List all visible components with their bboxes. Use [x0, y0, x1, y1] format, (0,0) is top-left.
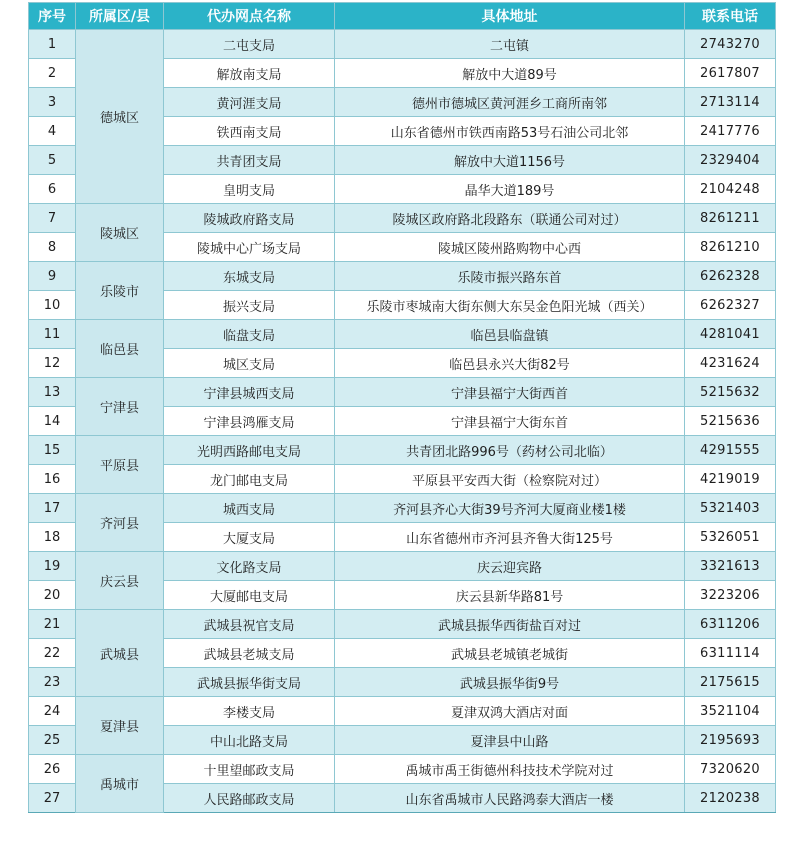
outlet-phone: 5326051	[685, 523, 776, 552]
outlet-address: 乐陵市枣城南大街东侧大东吴金色阳光城（西关）	[335, 291, 685, 320]
district-cell: 德城区	[76, 30, 164, 204]
outlet-address: 陵城区陵州路购物中心西	[335, 233, 685, 262]
row-index: 1	[29, 30, 76, 59]
outlet-phone: 3521104	[685, 697, 776, 726]
outlet-phone: 7320620	[685, 755, 776, 784]
outlet-name: 十里望邮政支局	[164, 755, 335, 784]
outlet-phone: 2120238	[685, 784, 776, 813]
row-index: 16	[29, 465, 76, 494]
table-row	[29, 755, 776, 784]
outlet-name: 光明西路邮电支局	[164, 436, 335, 465]
outlet-phone: 2104248	[685, 175, 776, 204]
outlet-phone: 4231624	[685, 349, 776, 378]
outlet-name: 皇明支局	[164, 175, 335, 204]
outlet-address: 庆云迎宾路	[335, 552, 685, 581]
outlet-name: 武城县老城支局	[164, 639, 335, 668]
outlet-address: 共青团北路996号（药材公司北临）	[335, 436, 685, 465]
outlet-phone: 2713114	[685, 88, 776, 117]
table-row	[29, 262, 776, 291]
outlet-phone: 8261210	[685, 233, 776, 262]
outlet-name: 临盘支局	[164, 320, 335, 349]
table-header-row	[29, 3, 776, 30]
row-index: 15	[29, 436, 76, 465]
outlet-phone: 5215632	[685, 378, 776, 407]
outlet-name: 二屯支局	[164, 30, 335, 59]
outlet-phone: 3321613	[685, 552, 776, 581]
row-index: 21	[29, 610, 76, 639]
row-index: 11	[29, 320, 76, 349]
outlet-phone: 2617807	[685, 59, 776, 88]
outlet-name: 共青团支局	[164, 146, 335, 175]
row-index: 26	[29, 755, 76, 784]
outlet-address: 齐河县齐心大街39号齐河大厦商业楼1楼	[335, 494, 685, 523]
district-cell: 乐陵市	[76, 262, 164, 320]
district-cell: 陵城区	[76, 204, 164, 262]
outlet-address: 宁津县福宁大街东首	[335, 407, 685, 436]
outlet-table	[28, 2, 776, 813]
table-row	[29, 30, 776, 59]
outlet-address: 平原县平安西大街（检察院对过）	[335, 465, 685, 494]
outlet-address: 武城县振华西街盐百对过	[335, 610, 685, 639]
outlet-address: 庆云县新华路81号	[335, 581, 685, 610]
outlet-name: 城区支局	[164, 349, 335, 378]
outlet-phone: 4291555	[685, 436, 776, 465]
outlet-name: 中山北路支局	[164, 726, 335, 755]
row-index: 23	[29, 668, 76, 697]
header-phone: 联系电话	[685, 3, 776, 30]
row-index: 19	[29, 552, 76, 581]
table-body	[29, 30, 776, 813]
outlet-phone: 6311114	[685, 639, 776, 668]
row-index: 22	[29, 639, 76, 668]
row-index: 12	[29, 349, 76, 378]
header-outlet-name: 代办网点名称	[164, 3, 335, 30]
outlet-name: 宁津县城西支局	[164, 378, 335, 407]
outlet-name: 武城县祝官支局	[164, 610, 335, 639]
outlet-phone: 6311206	[685, 610, 776, 639]
outlet-address: 禹城市禹王街德州科技技术学院对过	[335, 755, 685, 784]
outlet-phone: 2329404	[685, 146, 776, 175]
outlet-phone: 2743270	[685, 30, 776, 59]
outlet-phone: 5215636	[685, 407, 776, 436]
outlet-address: 乐陵市振兴路东首	[335, 262, 685, 291]
outlet-name: 振兴支局	[164, 291, 335, 320]
row-index: 7	[29, 204, 76, 233]
outlet-name: 宁津县鸿雁支局	[164, 407, 335, 436]
outlet-name: 文化路支局	[164, 552, 335, 581]
row-index: 6	[29, 175, 76, 204]
district-cell: 平原县	[76, 436, 164, 494]
outlet-phone: 6262328	[685, 262, 776, 291]
outlet-address: 德州市德城区黄河涯乡工商所南邻	[335, 88, 685, 117]
row-index: 4	[29, 117, 76, 146]
row-index: 2	[29, 59, 76, 88]
outlet-name: 武城县振华街支局	[164, 668, 335, 697]
district-cell: 禹城市	[76, 755, 164, 813]
table-row	[29, 378, 776, 407]
row-index: 14	[29, 407, 76, 436]
district-cell: 庆云县	[76, 552, 164, 610]
outlet-phone: 4281041	[685, 320, 776, 349]
outlet-address: 陵城区政府路北段路东（联通公司对过）	[335, 204, 685, 233]
row-index: 17	[29, 494, 76, 523]
outlet-phone: 2195693	[685, 726, 776, 755]
outlet-phone: 6262327	[685, 291, 776, 320]
outlet-address: 临邑县永兴大街82号	[335, 349, 685, 378]
row-index: 9	[29, 262, 76, 291]
outlet-name: 李楼支局	[164, 697, 335, 726]
outlet-address: 山东省德州市铁西南路53号石油公司北邻	[335, 117, 685, 146]
outlet-phone: 3223206	[685, 581, 776, 610]
row-index: 25	[29, 726, 76, 755]
outlet-address: 解放中大道89号	[335, 59, 685, 88]
outlet-address: 宁津县福宁大街西首	[335, 378, 685, 407]
table-row	[29, 320, 776, 349]
table-row	[29, 204, 776, 233]
outlet-name: 黄河涯支局	[164, 88, 335, 117]
table-row	[29, 610, 776, 639]
outlet-name: 陵城中心广场支局	[164, 233, 335, 262]
outlet-name: 东城支局	[164, 262, 335, 291]
row-index: 13	[29, 378, 76, 407]
district-cell: 临邑县	[76, 320, 164, 378]
outlet-phone: 4219019	[685, 465, 776, 494]
outlet-name: 大厦支局	[164, 523, 335, 552]
district-cell: 宁津县	[76, 378, 164, 436]
outlet-address: 晶华大道189号	[335, 175, 685, 204]
outlet-address: 解放中大道1156号	[335, 146, 685, 175]
outlet-address: 夏津双鸿大酒店对面	[335, 697, 685, 726]
outlet-name: 铁西南支局	[164, 117, 335, 146]
outlet-name: 大厦邮电支局	[164, 581, 335, 610]
outlet-address: 二屯镇	[335, 30, 685, 59]
table-row	[29, 697, 776, 726]
row-index: 8	[29, 233, 76, 262]
outlet-name: 龙门邮电支局	[164, 465, 335, 494]
district-cell: 齐河县	[76, 494, 164, 552]
row-index: 18	[29, 523, 76, 552]
outlet-name: 陵城政府路支局	[164, 204, 335, 233]
outlet-address: 山东省禹城市人民路鸿泰大酒店一楼	[335, 784, 685, 813]
outlet-phone: 2175615	[685, 668, 776, 697]
outlet-address: 临邑县临盘镇	[335, 320, 685, 349]
row-index: 27	[29, 784, 76, 813]
row-index: 24	[29, 697, 76, 726]
outlet-address: 夏津县中山路	[335, 726, 685, 755]
row-index: 5	[29, 146, 76, 175]
row-index: 20	[29, 581, 76, 610]
outlet-name: 城西支局	[164, 494, 335, 523]
header-index: 序号	[29, 3, 76, 30]
outlet-name: 解放南支局	[164, 59, 335, 88]
header-address: 具体地址	[335, 3, 685, 30]
outlet-address: 武城县老城镇老城街	[335, 639, 685, 668]
table-row	[29, 552, 776, 581]
outlet-name: 人民路邮政支局	[164, 784, 335, 813]
outlet-address: 山东省德州市齐河县齐鲁大街125号	[335, 523, 685, 552]
table-row	[29, 436, 776, 465]
header-district: 所属区/县	[76, 3, 164, 30]
outlet-phone: 5321403	[685, 494, 776, 523]
row-index: 10	[29, 291, 76, 320]
outlet-address: 武城县振华街9号	[335, 668, 685, 697]
table-row	[29, 494, 776, 523]
district-cell: 夏津县	[76, 697, 164, 755]
row-index: 3	[29, 88, 76, 117]
outlet-phone: 8261211	[685, 204, 776, 233]
outlet-phone: 2417776	[685, 117, 776, 146]
district-cell: 武城县	[76, 610, 164, 697]
